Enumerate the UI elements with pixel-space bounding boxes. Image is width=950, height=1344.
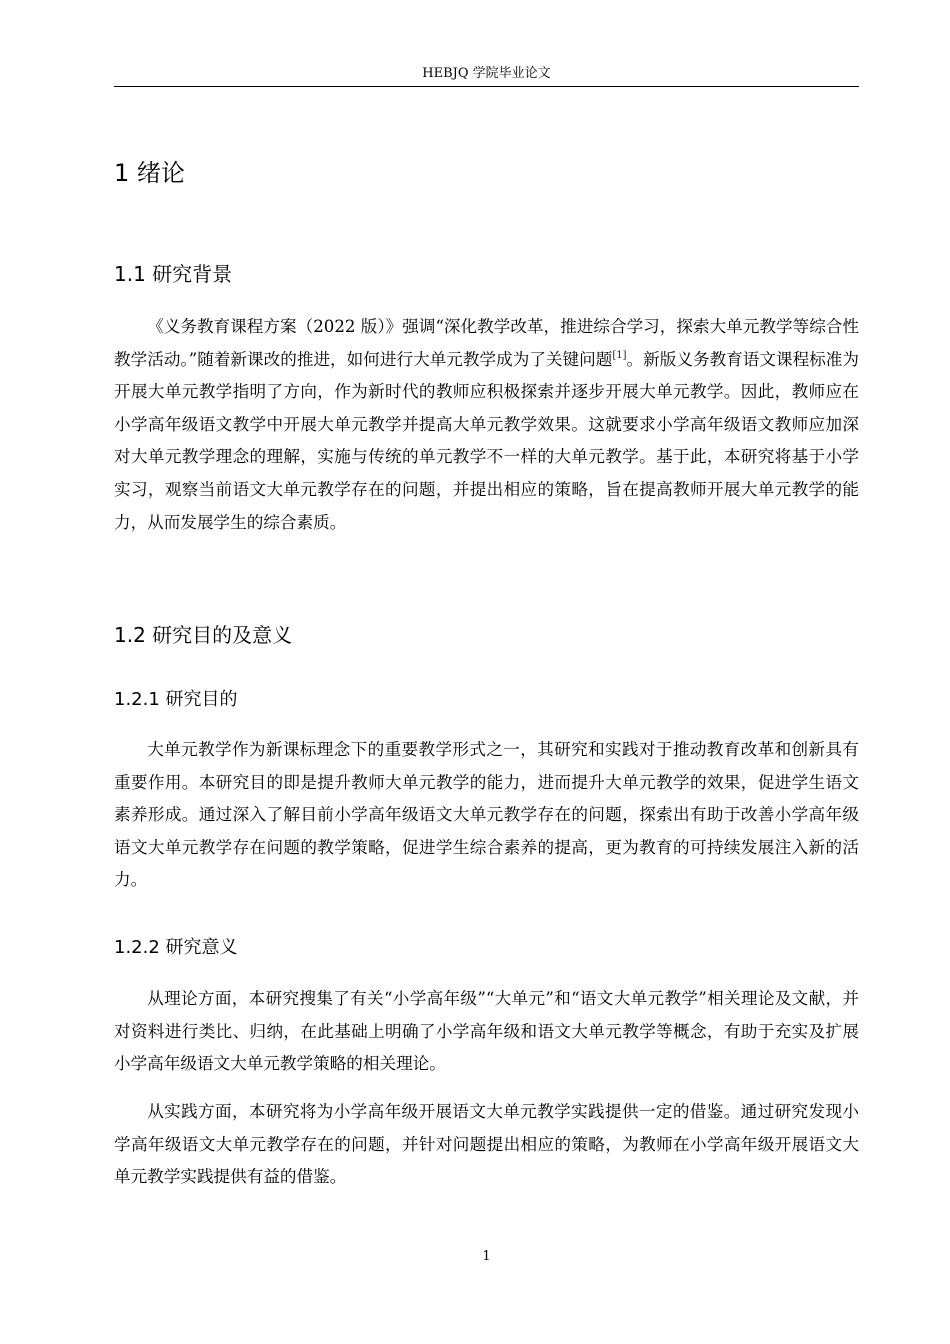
significance-practice-paragraph: 从实践方面，本研究将为小学高年级开展语文大单元教学实践提供一定的借鉴。通过研究发现小学高年级语文大单元教学存在的问题，并针对问题提出相应的策略，为教师在小学高年级开展语文大单元教学实践提供有益的借鉴。 [114,1102,859,1187]
chapter-title: 1 绪论 [114,159,185,187]
page-header: HEBJQ 学院毕业论文 [422,66,551,81]
header-rule [114,86,859,87]
purpose-paragraph: 大单元教学作为新课标理念下的重要教学形式之一，其研究和实践对于推动教育改革和创新具有重要作用。本研究目的即是提升教师大单元教学的能力，进而提升大单元教学的效果，促进学生语文素养形成。通过深入了解目前小学高年级语文大单元教学存在的问题，探索出有助于改善小学高年级语文大单元教学存在问题的教学策略，促进学生综合素养的提高，更为教育的可持续发展注入新的活力。 [114,740,859,890]
background-text-part-1: 《义务教育课程方案（2022 版）》强调“深化教学改革，推进综合学习，探索大单元教学等综合性教学活动。”随着新课改的推进，如何进行大单元教学成为了关键问题 [114,317,859,369]
significance-theory-paragraph: 从理论方面，本研究搜集了有关“小学高年级”“大单元”和“语文大单元教学”相关理论及文献，并对资料进行类比、归纳，在此基础上明确了小学高年级和语文大单元教学等概念，有助于充实及扩展小学高年级语文大单元教学策略的相关理论。 [114,989,859,1074]
citation-marker: [1] [612,349,627,361]
section-title-purpose-significance: 1.2 研究目的及意义 [114,623,293,647]
page-number: 1 [482,1249,491,1264]
background-paragraph [114,311,859,539]
background-text-part-2: 。新版义务教育语文课程标准为开展大单元教学指明了方向，作为新时代的教师应积极探索并逐步开展大单元教学。因此，教师应在小学高年级语文教学中开展大单元教学并提高大单元教学效果。这就要求小学高年级语文教师应加深对大单元教学理念的理解，实施与传统的单元教学不一样的大单元教学。基于此，本研究将基于小学实习，观察当前语文大单元教学存在的问题，并提出相应的策略，旨在提高教师开展大单元教学的能力，从而发展学生的综合素质。 [114,349,860,532]
subsection-title-significance: 1.2.2 研究意义 [114,937,238,958]
section-title-background: 1.1 研究背景 [114,262,233,286]
subsection-title-purpose: 1.2.1 研究目的 [114,689,238,710]
